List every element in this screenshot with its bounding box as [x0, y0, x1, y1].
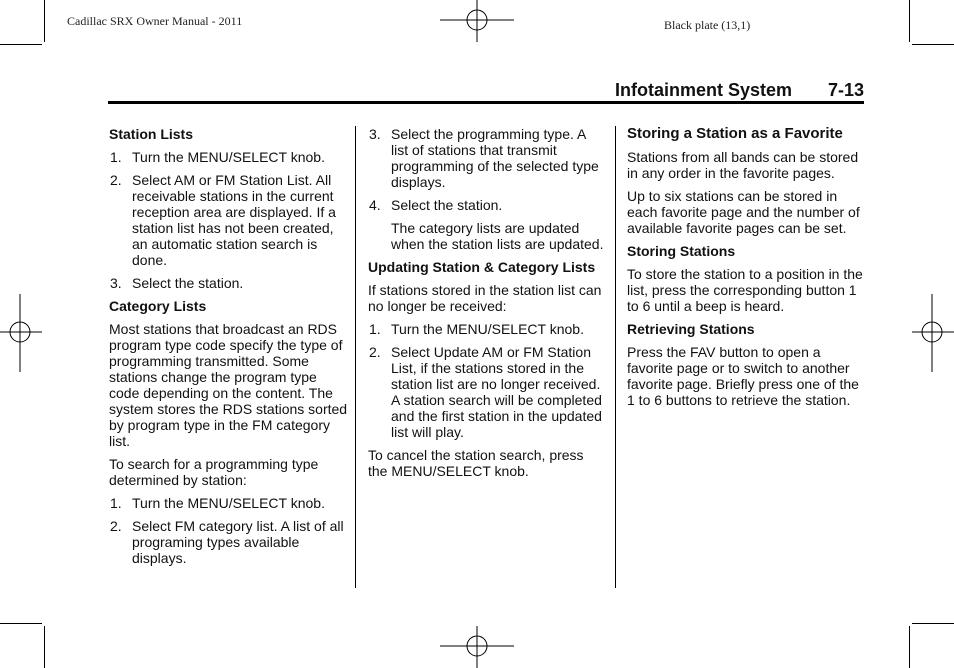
list-item: 2. Select AM or FM Station List. All receivable stations in the current reception area are displayed. If a station list has not been created, an automatic station search is done.: [110, 172, 336, 268]
manual-title: Cadillac SRX Owner Manual - 2011: [67, 14, 243, 28]
crop-mark: [44, 626, 45, 668]
crop-mark: [912, 623, 954, 624]
heading-storing-stations: Storing Stations: [627, 243, 736, 259]
heading-retrieving-stations: Retrieving Stations: [627, 321, 755, 337]
paragraph: To store the station to a position in the list, press the corresponding button 1 to 6 until a beep is heard.: [627, 266, 863, 314]
column-3: [627, 126, 864, 415]
crop-mark: [0, 44, 42, 45]
header-rule: [108, 101, 864, 104]
crop-mark: [909, 626, 910, 668]
list-item: 1. Turn the MENU/SELECT knob.: [110, 495, 325, 511]
note-paragraph: The category lists are updated when the station lists are updated.: [391, 220, 604, 252]
station-list-steps: [109, 149, 349, 291]
crop-mark: [0, 623, 42, 624]
crop-mark: [912, 44, 954, 45]
column-2: [368, 126, 604, 486]
paragraph: Stations from all bands can be stored in any order in the favorite pages.: [627, 149, 859, 181]
list-item: 4. Select the station.: [369, 197, 503, 213]
heading-category-lists: Category Lists: [109, 298, 207, 314]
list-item: 1. Turn the MENU/SELECT knob.: [369, 321, 584, 337]
registration-target-left: [0, 294, 44, 374]
column-divider: [615, 126, 616, 588]
plate-label: Black plate (13,1): [664, 18, 751, 32]
registration-target-right: [910, 294, 954, 374]
paragraph: If stations stored in the station list can no longer be received:: [368, 282, 602, 314]
list-item: 1. Turn the MENU/SELECT knob.: [110, 149, 325, 165]
heading-storing-favorite: Storing a Station as a Favorite: [627, 125, 843, 142]
update-list-steps: [368, 321, 604, 440]
paragraph: To search for a programming type determined by station:: [109, 456, 319, 488]
category-list-steps: [109, 495, 349, 566]
heading-station-lists: Station Lists: [109, 126, 194, 142]
list-item: 3. Select the programming type. A list of stations that transmit programming of the selected type displays.: [369, 126, 599, 190]
page-number: 7-13: [827, 80, 864, 100]
crop-mark: [909, 0, 910, 42]
registration-target-bottom: [440, 626, 516, 668]
list-item: 2. Select Update AM or FM Station List, if the stations stored in the station list are no longer received. A station search will be completed and the first station in the updated list will play.: [369, 344, 602, 440]
column-divider: [355, 126, 356, 588]
column-1: [109, 126, 349, 573]
paragraph: To cancel the station search, press the MENU/SELECT knob.: [368, 447, 584, 479]
paragraph: Press the FAV button to open a favorite page or to switch to another favorite page. Briefly press one of the 1 to 6 buttons to retrieve the station.: [627, 344, 859, 408]
category-list-steps-cont: [368, 126, 604, 213]
section-title: Infotainment System: [615, 80, 793, 100]
heading-updating-lists: Updating Station & Category Lists: [368, 259, 596, 275]
registration-target-top: [440, 0, 516, 44]
list-item: 3. Select the station.: [110, 275, 244, 291]
crop-mark: [44, 0, 45, 42]
paragraph: Most stations that broadcast an RDS program type code specify the type of programming transmitted. Some stations change the program type code depending on the content. The system stores the RDS stations sorted by program type in the FM category list.: [109, 321, 348, 449]
list-item: 2. Select FM category list. A list of all programing types available displays.: [110, 518, 344, 566]
paragraph: Up to six stations can be stored in each favorite page and the number of available favorite pages can be set.: [627, 188, 860, 236]
